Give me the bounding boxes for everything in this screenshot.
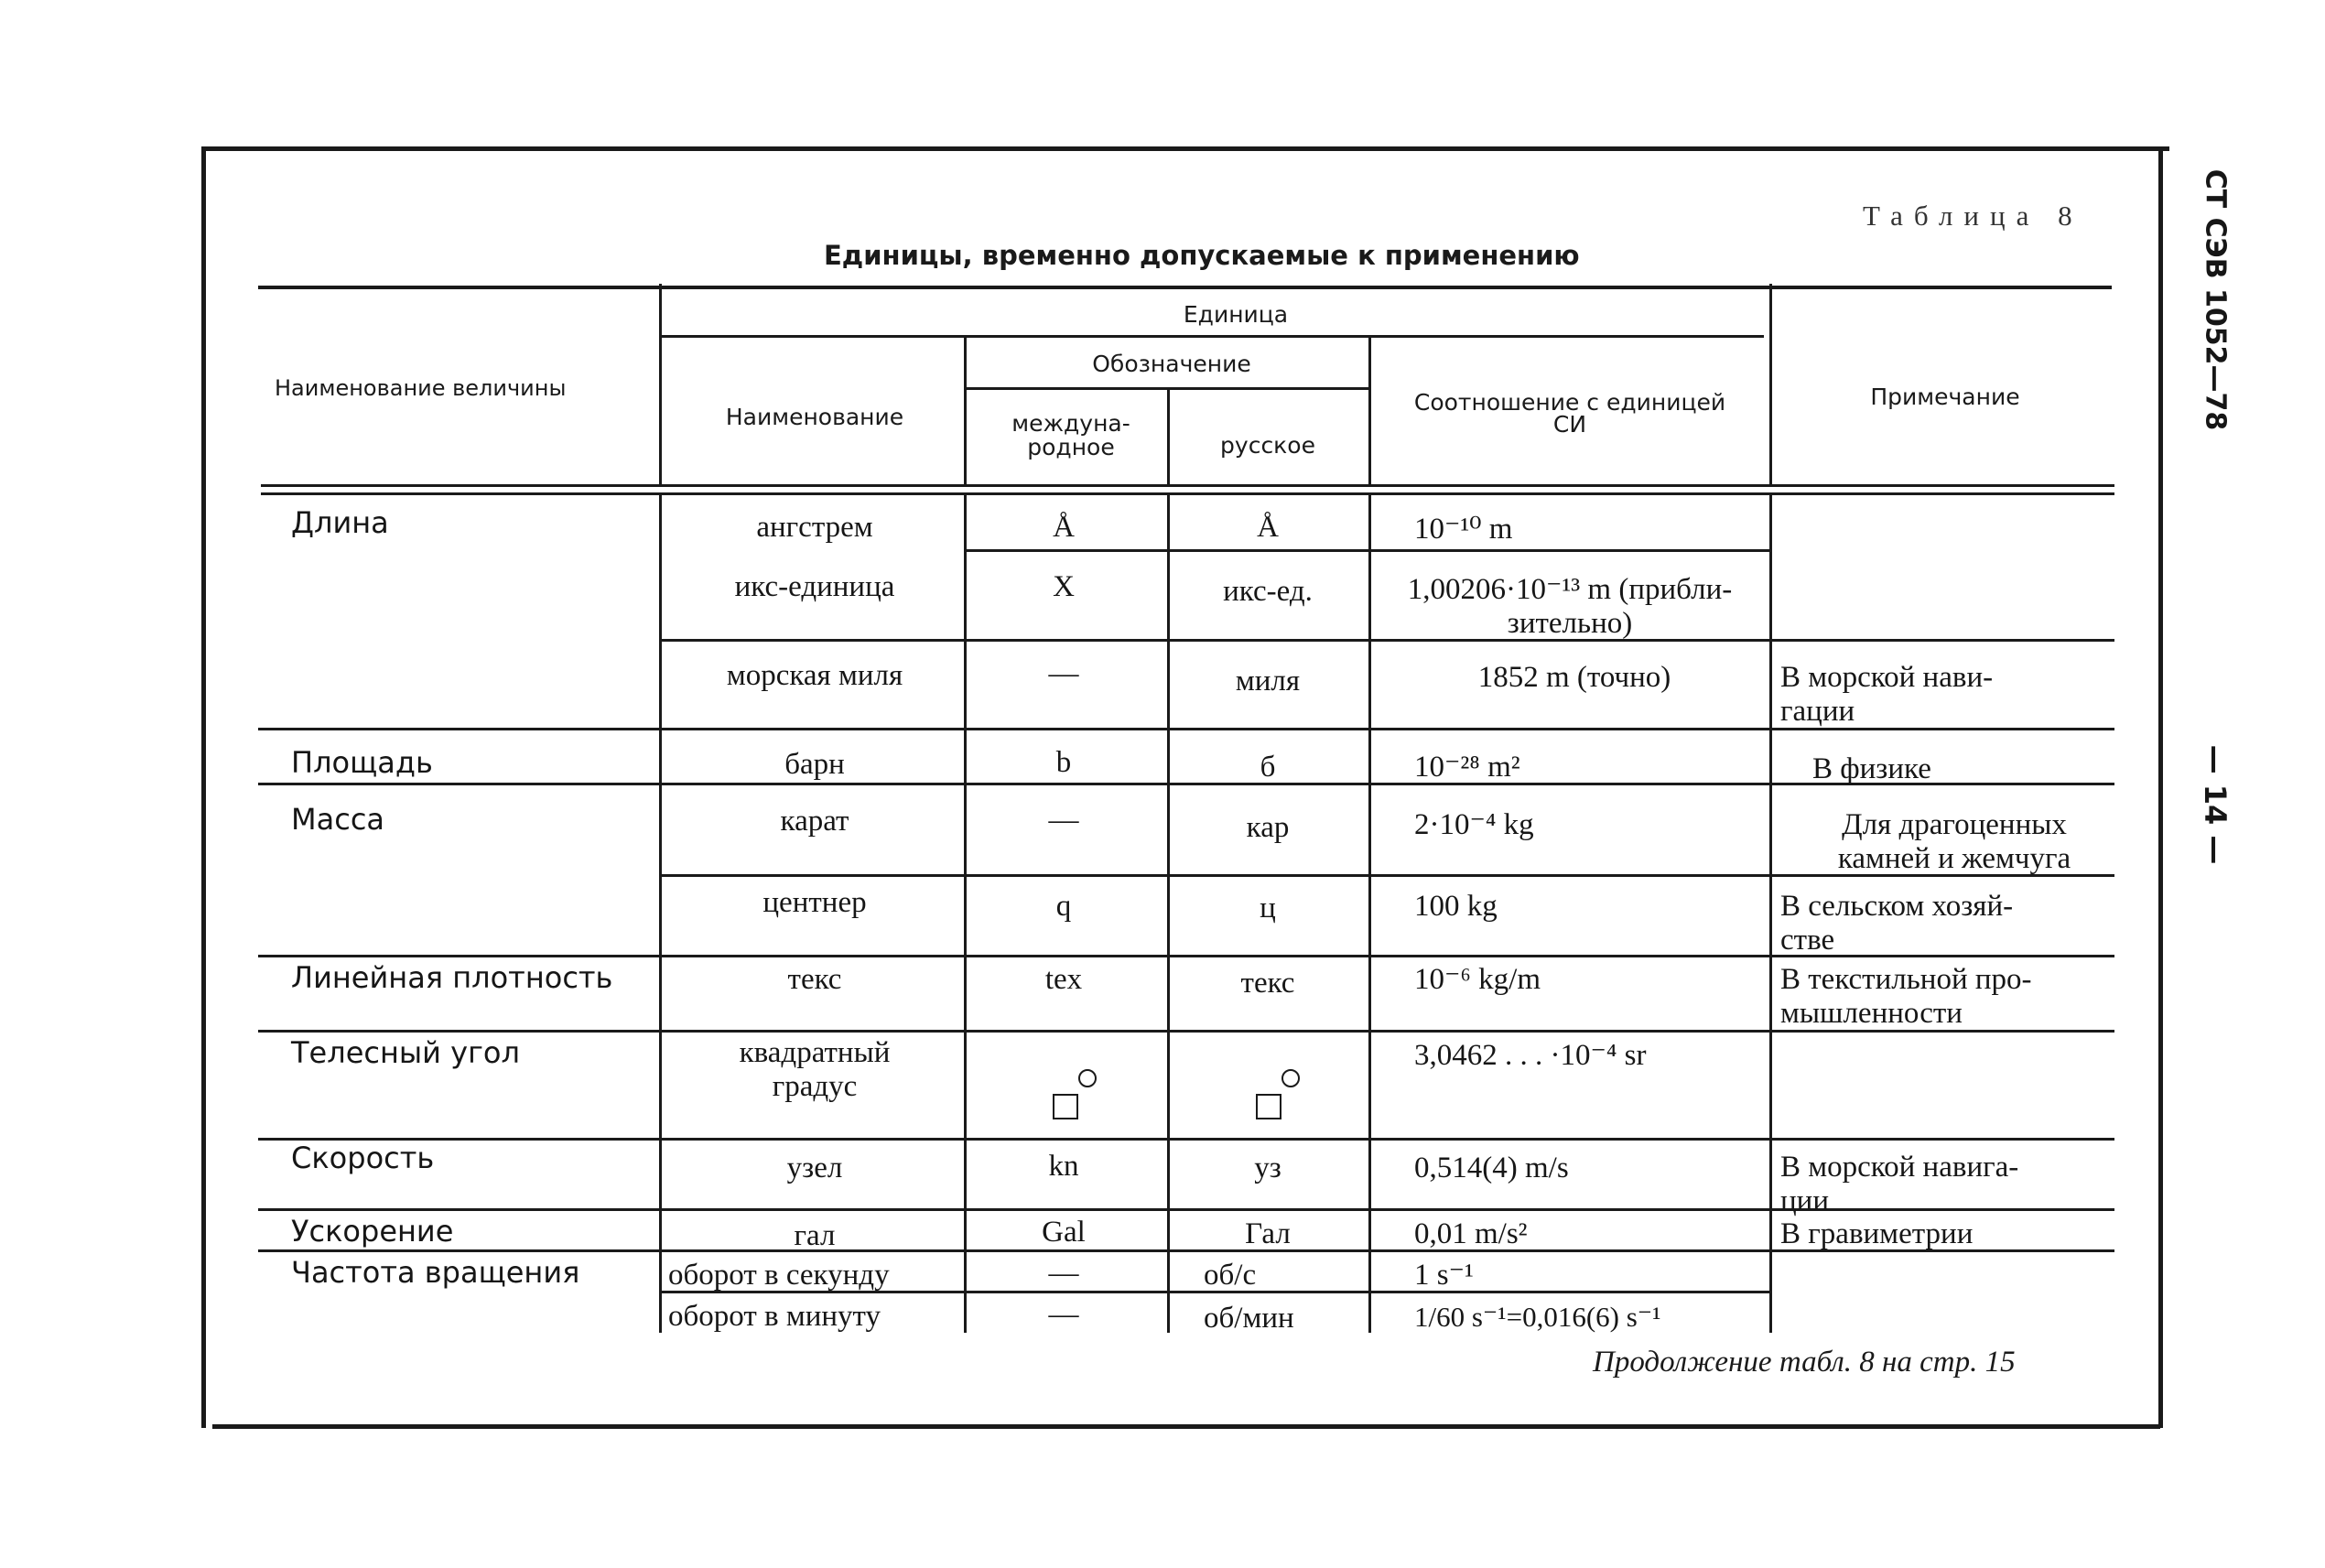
header-note: Примечание bbox=[1870, 384, 2020, 410]
unit-name: текс bbox=[787, 963, 842, 996]
si-relation: 100 kg bbox=[1414, 890, 1498, 923]
quantity-name: Скорость bbox=[291, 1141, 435, 1175]
si-relation: 10⁻⁶ kg/m bbox=[1414, 963, 1541, 996]
si-relation: 1,00206·10⁻¹³ m (прибли- зительно) bbox=[1407, 573, 1733, 640]
header-unit: Единица bbox=[1183, 301, 1289, 328]
square-degree-rus-symbol bbox=[1256, 1094, 1281, 1119]
page-number: — 14 — bbox=[2198, 744, 2233, 865]
quantity-name: Ускорение bbox=[291, 1214, 454, 1249]
header-name: Наименование bbox=[725, 404, 904, 430]
note: В сельском хозяй- стве bbox=[1780, 890, 2014, 957]
table-label: Таблица 8 bbox=[1863, 200, 2083, 232]
note: Для драгоценных камней и жемчуга bbox=[1837, 808, 2071, 875]
standard-number: СТ СЭВ 1052—78 bbox=[2199, 168, 2232, 431]
frame-bottom-rule bbox=[212, 1424, 2160, 1429]
unit-name: ангстрем bbox=[756, 511, 873, 544]
si-relation: 10⁻²⁸ m² bbox=[1414, 751, 1520, 784]
unit-name: гал bbox=[794, 1219, 836, 1252]
si-relation: 1852 m (точно) bbox=[1477, 661, 1671, 694]
header-bottom-rule-2 bbox=[261, 492, 2114, 495]
unit-name: морская миля bbox=[726, 659, 903, 692]
header-bottom-rule-1 bbox=[261, 484, 2114, 487]
rus-symbol: об/с bbox=[1204, 1259, 1257, 1292]
body-vline-2 bbox=[964, 494, 967, 1333]
intl-symbol: — bbox=[1048, 1257, 1079, 1290]
rus-symbol: об/мин bbox=[1204, 1302, 1294, 1335]
si-relation: 0,01 m/s² bbox=[1414, 1217, 1528, 1250]
header-vline-3 bbox=[1167, 389, 1170, 485]
rus-symbol: б bbox=[1260, 751, 1276, 784]
intl-symbol: X bbox=[1053, 570, 1075, 603]
intl-symbol: — bbox=[1048, 1298, 1079, 1331]
rus-symbol: икс-ед. bbox=[1223, 575, 1313, 608]
intl-symbol: tex bbox=[1044, 963, 1083, 996]
row-rule bbox=[966, 549, 1769, 552]
quantity-name: Длина bbox=[291, 505, 389, 540]
rus-symbol: Гал bbox=[1245, 1217, 1291, 1250]
intl-symbol: Å bbox=[1053, 511, 1075, 544]
rus-symbol: кар bbox=[1246, 811, 1290, 844]
row-rule bbox=[258, 1138, 2114, 1141]
rus-symbol: миля bbox=[1235, 665, 1301, 697]
unit-name: оборот в минуту bbox=[668, 1300, 881, 1333]
quantity-name: Масса bbox=[291, 802, 385, 837]
body-vline-4 bbox=[1368, 494, 1371, 1333]
rus-symbol: Å bbox=[1257, 511, 1279, 544]
header-vline-4 bbox=[1368, 337, 1371, 485]
note: В морской нави- гации bbox=[1780, 661, 1994, 728]
quantity-name: Площадь bbox=[291, 745, 433, 780]
unit-name: оборот в секунду bbox=[668, 1259, 890, 1292]
quantity-name: Частота вращения bbox=[291, 1255, 580, 1290]
square-degree-rus-circle bbox=[1281, 1069, 1300, 1087]
header-unit-rule bbox=[661, 335, 1764, 338]
unit-name: центнер bbox=[762, 886, 867, 919]
square-degree-intl-symbol bbox=[1053, 1094, 1078, 1119]
header-vline-2 bbox=[964, 337, 967, 485]
intl-symbol: — bbox=[1048, 657, 1079, 690]
header-top-rule bbox=[258, 286, 2112, 289]
intl-symbol: q bbox=[1055, 890, 1072, 923]
header-international: междуна- родное bbox=[1011, 410, 1130, 460]
header-vline-5 bbox=[1769, 284, 1772, 485]
quantity-name: Телесный угол bbox=[291, 1035, 520, 1070]
note: В морской навига- ции bbox=[1780, 1151, 2019, 1217]
rus-symbol: уз bbox=[1254, 1152, 1281, 1184]
unit-name: квадратный градус bbox=[739, 1036, 891, 1103]
intl-symbol: Gal bbox=[1042, 1216, 1086, 1249]
intl-symbol: b bbox=[1055, 746, 1072, 779]
note: В текстильной про- мышленности bbox=[1780, 963, 2032, 1030]
unit-name: барн bbox=[784, 748, 845, 781]
unit-name: икс-единица bbox=[734, 570, 895, 603]
si-relation: 0,514(4) m/s bbox=[1414, 1152, 1569, 1184]
si-relation: 1/60 s⁻¹=0,016(6) s⁻¹ bbox=[1414, 1301, 1661, 1333]
note: В физике bbox=[1812, 752, 1931, 785]
rus-symbol: ц bbox=[1260, 892, 1276, 925]
header-si-relation: Соотношение с единицей СИ bbox=[1413, 389, 1726, 438]
si-relation: 2·10⁻⁴ kg bbox=[1414, 808, 1534, 841]
table-title: Единицы, временно допускаемые к применению bbox=[824, 240, 1580, 271]
intl-symbol: kn bbox=[1048, 1150, 1079, 1183]
header-vline-1 bbox=[659, 284, 662, 485]
header-russian: русское bbox=[1220, 432, 1315, 459]
continuation-note: Продолжение табл. 8 на стр. 15 bbox=[1593, 1346, 2016, 1379]
header-quantity: Наименование величины bbox=[275, 375, 567, 401]
unit-name: узел bbox=[786, 1152, 843, 1184]
quantity-name: Линейная плотность bbox=[291, 960, 613, 995]
body-vline-3 bbox=[1167, 494, 1170, 1333]
rus-symbol: текс bbox=[1240, 967, 1295, 1000]
frame-left-rule bbox=[201, 146, 206, 1428]
si-relation: 3,0462 . . . ·10⁻⁴ sr bbox=[1414, 1039, 1647, 1072]
frame-top-rule bbox=[203, 146, 2169, 151]
frame-right-rule bbox=[2158, 146, 2163, 1428]
si-relation: 1 s⁻¹ bbox=[1414, 1259, 1474, 1292]
note: В гравиметрии bbox=[1780, 1217, 1974, 1250]
square-degree-intl-circle bbox=[1078, 1069, 1097, 1087]
header-designation: Обозначение bbox=[1092, 351, 1251, 377]
body-vline-1 bbox=[659, 494, 662, 1333]
unit-name: карат bbox=[780, 805, 849, 838]
si-relation: 10⁻¹⁰ m bbox=[1414, 513, 1513, 546]
intl-symbol: — bbox=[1048, 804, 1079, 837]
